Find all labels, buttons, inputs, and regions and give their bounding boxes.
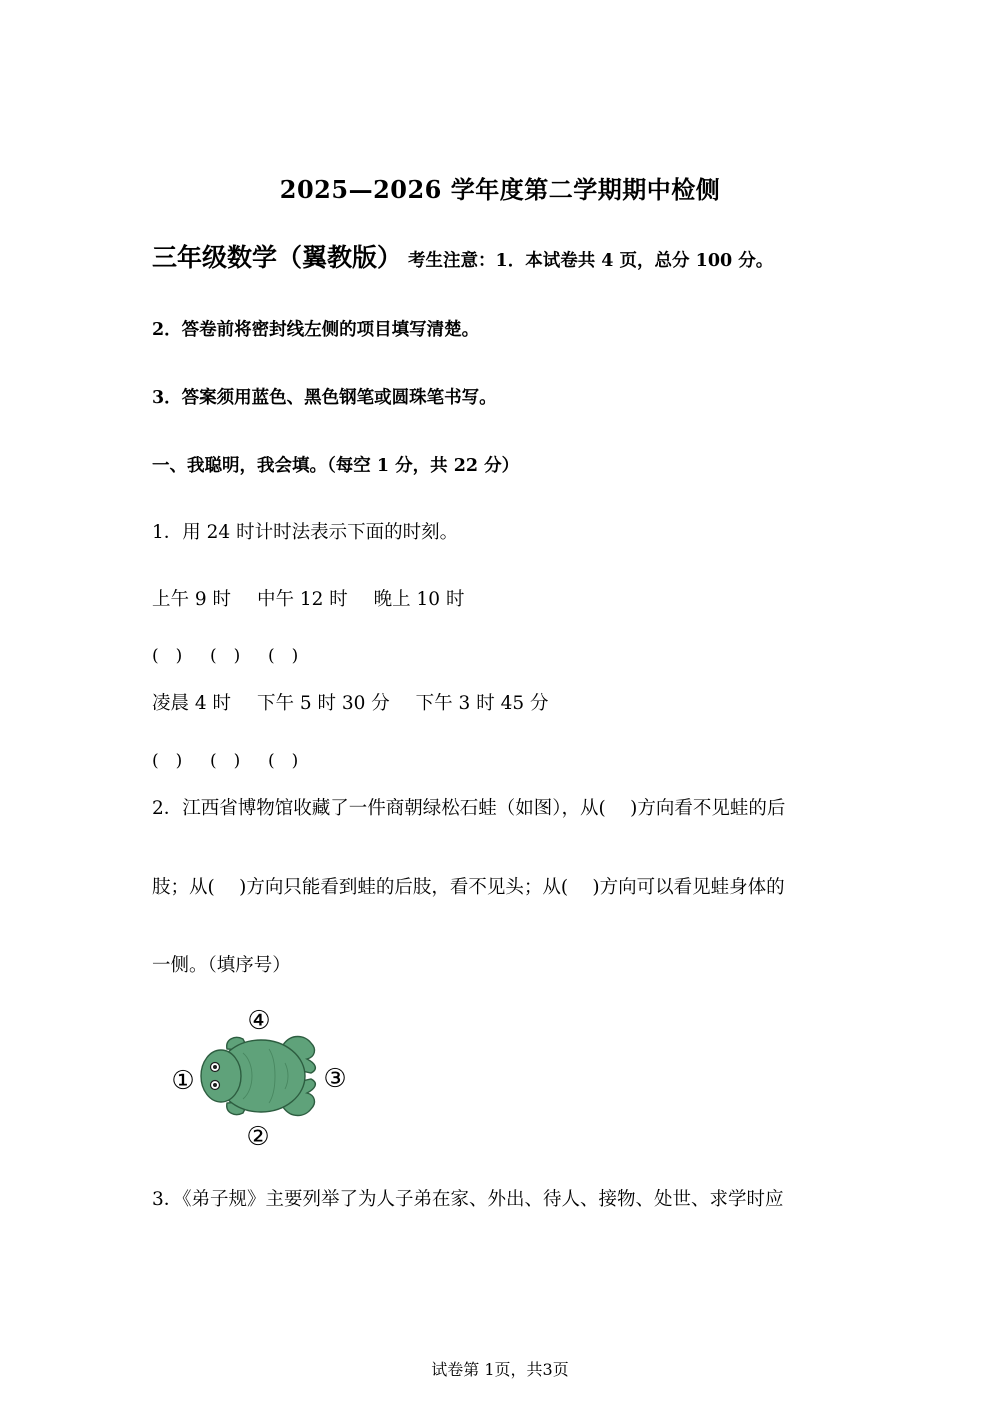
page-footer: 试卷第 1页，共3页 (431, 1360, 569, 1379)
turquoise-frog-figure (165, 1003, 355, 1153)
time-item: 下午 5 时 30 分 (256, 693, 390, 714)
answer-blank[interactable]: ( ) (210, 751, 241, 771)
time-item: 上午 9 时 (152, 589, 232, 610)
subject-header (152, 238, 773, 274)
time-item: 下午 3 时 45 分 (415, 693, 549, 714)
exam-title: 2025—2026 学年度第二学期期中检侧 (279, 175, 721, 204)
question-1-times-row-2 (152, 689, 569, 715)
direction-label-bottom: ② (246, 1122, 270, 1152)
notice-item-3: 3．答案须用蓝色、黑色钢笔或圆珠笔书写。 (152, 388, 497, 408)
section-1-heading: 一、我聪明，我会填。（每空 1 分，共 22 分） (152, 456, 520, 476)
time-item: 中午 12 时 (256, 589, 348, 610)
direction-label-left: ① (171, 1066, 195, 1096)
question-1-prompt: 1．用 24 时计时法表示下面的时刻。 (152, 522, 459, 543)
question-1-times-row-1 (152, 585, 484, 611)
answer-blank[interactable]: ( ) (210, 646, 241, 666)
answer-blank[interactable]: ( ) (152, 751, 183, 771)
notice-item-2: 2．答卷前将密封线左侧的项目填写清楚。 (152, 320, 480, 340)
subject-title: 三年级数学（翼教版） (152, 243, 403, 272)
question-3-line-1: 3．《弟子规》主要列举了为人子弟在家、外出、待人、接物、处世、求学时应 (152, 1189, 784, 1210)
time-item: 晚上 10 时 (373, 589, 465, 610)
question-2-line-1: 2．江西省博物馆收藏了一件商朝绿松石蛙（如图），从( )方向看不见蛙的后 (152, 798, 786, 819)
question-2-line-2: 肢；从( )方向只能看到蛙的后肢，看不见头；从( )方向可以看见蛙身体的 (152, 877, 785, 898)
question-1-blanks-row-1 (152, 641, 326, 666)
time-item: 凌晨 4 时 (152, 693, 232, 714)
question-2-line-3: 一侧。（填序号） (152, 955, 291, 976)
frog-icon (201, 1037, 315, 1116)
direction-label-right: ③ (323, 1064, 347, 1094)
answer-blank[interactable]: ( ) (152, 646, 183, 666)
notice-header: 考生注意：1．本试卷共 4 页，总分 100 分。 (408, 251, 774, 271)
answer-blank[interactable]: ( ) (268, 646, 299, 666)
answer-blank[interactable]: ( ) (268, 751, 299, 771)
direction-label-top: ④ (247, 1006, 271, 1036)
question-1-blanks-row-2 (152, 746, 326, 771)
